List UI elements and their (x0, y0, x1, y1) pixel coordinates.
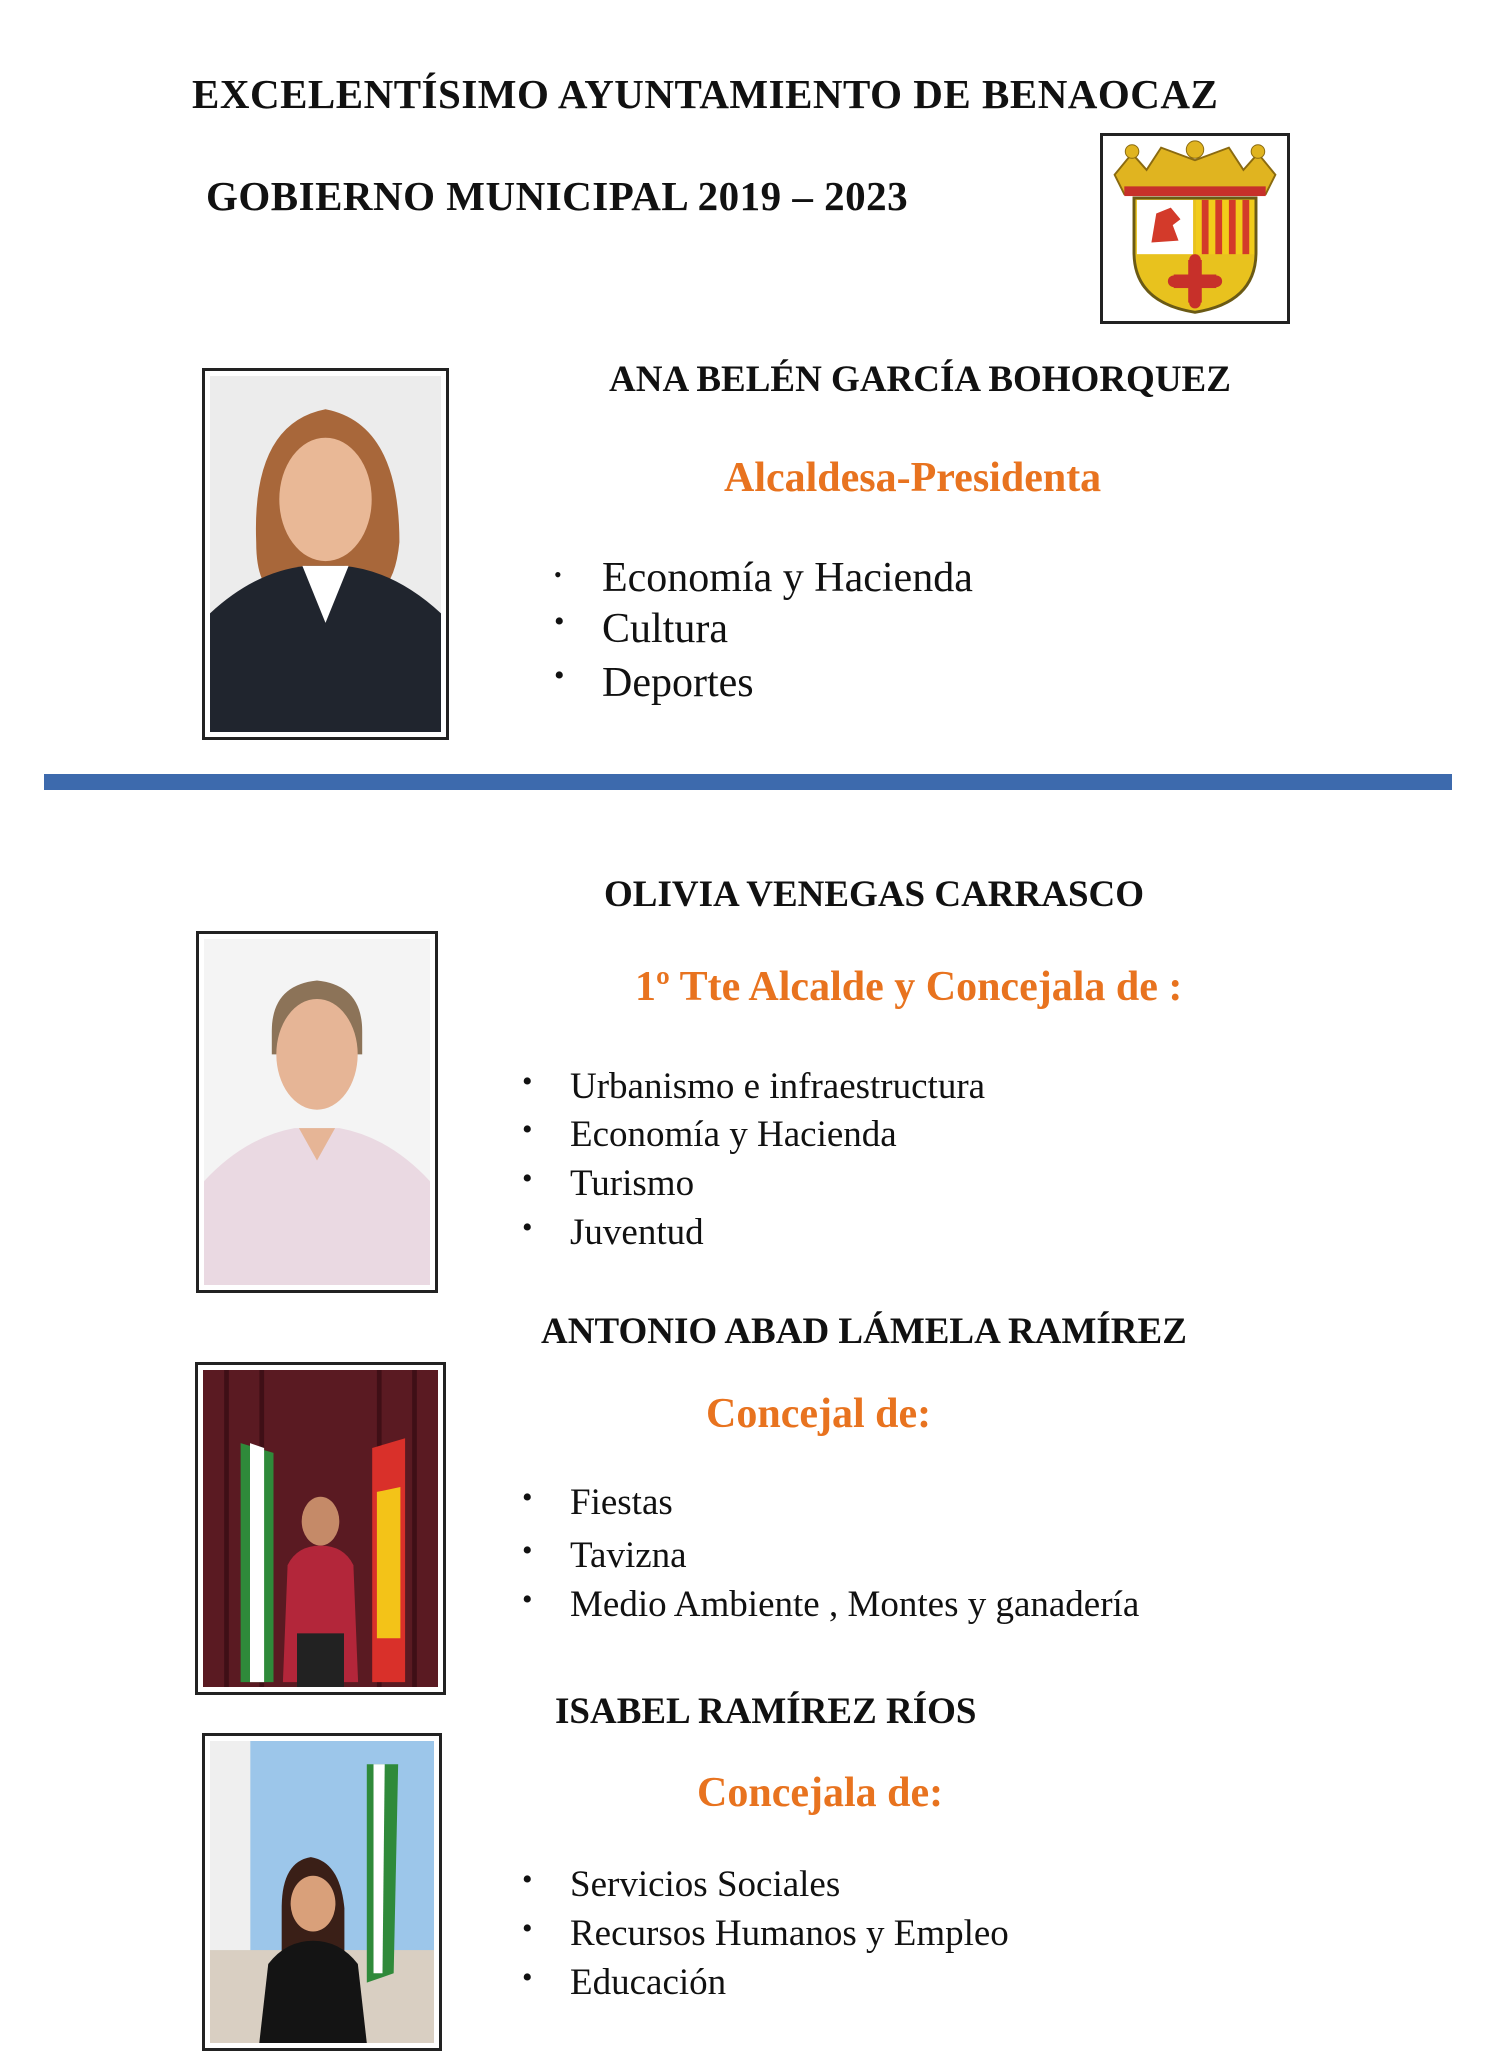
document-title: EXCELENTÍSIMO AYUNTAMIENTO DE BENAOCAZ (192, 71, 1219, 117)
list-item: • Deportes (554, 659, 754, 706)
list-item: • Cultura (554, 605, 728, 652)
bullet-icon: • (522, 1961, 533, 1994)
bullet-icon: • (522, 1583, 533, 1616)
responsibility-list (522, 1863, 1009, 2010)
bullet-icon: • (554, 605, 565, 638)
list-item: • Servicios Sociales (522, 1863, 841, 1905)
list-item: • Urbanismo e infraestructura (522, 1065, 986, 1107)
member-role: 1º Tte Alcalde y Concejala de : (635, 964, 1183, 1010)
member-photo-ana-belen (202, 368, 449, 740)
member-photo-isabel (202, 1733, 442, 2051)
responsibility-list (554, 554, 973, 710)
member-name: ANTONIO ABAD LÁMELA RAMÍREZ (541, 1311, 1187, 1352)
list-item: • Economía y Hacienda (554, 555, 973, 601)
bullet-icon: • (522, 1211, 533, 1244)
bullet-icon: • (522, 1113, 533, 1146)
list-item: • Turismo (522, 1162, 695, 1204)
list-item: • Fiestas (522, 1481, 673, 1523)
member-role: Alcaldesa-Presidenta (724, 455, 1102, 501)
coat-of-arms (1100, 133, 1290, 324)
bullet-icon: • (522, 1863, 533, 1896)
bullet-icon: • (554, 659, 565, 692)
list-item: • Tavizna (522, 1534, 687, 1576)
member-name: OLIVIA VENEGAS CARRASCO (604, 874, 1145, 915)
list-item: • Recursos Humanos y Empleo (522, 1912, 1009, 1954)
bullet-icon: • (554, 562, 562, 587)
bullet-icon: • (522, 1481, 533, 1514)
list-item: • Juventud (522, 1211, 704, 1253)
member-name: ISABEL RAMÍREZ RÍOS (555, 1691, 977, 1732)
list-item: • Medio Ambiente , Montes y ganadería (522, 1583, 1140, 1625)
responsibility-list (522, 1481, 1140, 1632)
bullet-icon: • (522, 1162, 533, 1195)
section-divider (44, 774, 1452, 790)
member-photo-antonio (195, 1362, 446, 1695)
list-item: • Economía y Hacienda (522, 1113, 897, 1155)
member-photo-olivia (196, 931, 438, 1293)
list-item: • Educación (522, 1961, 727, 2003)
bullet-icon: • (522, 1912, 533, 1945)
bullet-icon: • (522, 1534, 533, 1567)
member-name: ANA BELÉN GARCÍA BOHORQUEZ (609, 359, 1231, 400)
document-subtitle: GOBIERNO MUNICIPAL 2019 – 2023 (206, 173, 909, 219)
member-role: Concejala de: (697, 1770, 944, 1816)
member-role: Concejal de: (706, 1391, 932, 1437)
bullet-icon: • (522, 1065, 533, 1098)
responsibility-list (522, 1065, 986, 1260)
